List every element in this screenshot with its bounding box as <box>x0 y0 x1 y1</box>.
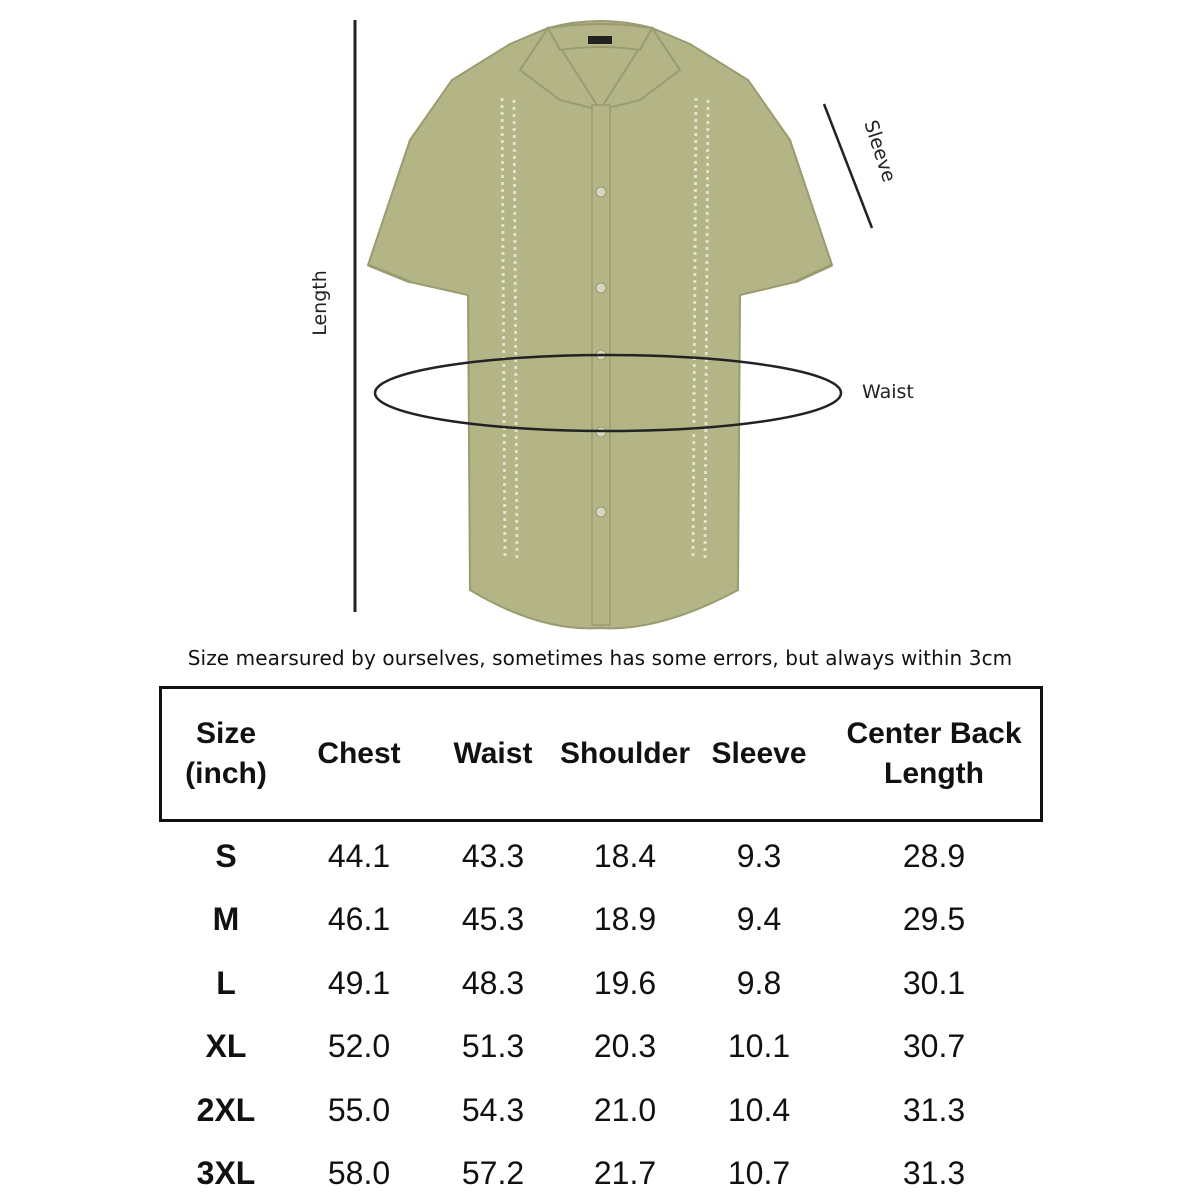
length-label: Length <box>309 270 331 336</box>
header-waist: Waist <box>453 737 533 770</box>
cell-size: 3XL <box>196 1155 256 1191</box>
table-row <box>0 890 1200 950</box>
cell-chest: 55.0 <box>327 1091 391 1128</box>
cell-length: 30.1 <box>902 964 966 1001</box>
cell-chest: 44.1 <box>327 837 391 874</box>
cell-waist: 48.3 <box>461 964 525 1001</box>
cell-shoulder: 18.4 <box>593 837 657 874</box>
cell-waist: 54.3 <box>461 1091 525 1128</box>
cell-sleeve: 9.3 <box>736 837 782 874</box>
header-sleeve: Sleeve <box>711 737 807 770</box>
cell-shoulder: 19.6 <box>593 964 657 1001</box>
cell-chest: 52.0 <box>327 1028 391 1064</box>
waist-label: Waist <box>862 381 914 403</box>
cell-chest: 58.0 <box>327 1155 391 1191</box>
cell-waist: 45.3 <box>461 901 525 937</box>
cell-waist: 43.3 <box>461 837 525 874</box>
shirt-illustration <box>368 21 832 628</box>
cell-sleeve: 9.4 <box>736 901 782 937</box>
cell-sleeve: 10.4 <box>727 1091 791 1128</box>
header-center-back-length: Center Back Length <box>846 717 1022 790</box>
cell-sleeve: 9.8 <box>736 964 782 1001</box>
measurement-note: Size mearsured by ourselves, sometimes has some errors, but always within 3cm <box>187 646 1013 670</box>
cell-size: S <box>215 837 237 874</box>
cell-sleeve: 10.1 <box>727 1028 791 1064</box>
cell-chest: 49.1 <box>327 964 391 1001</box>
table-row <box>0 953 1200 1013</box>
table-row <box>0 1017 1200 1077</box>
cell-size: 2XL <box>196 1091 256 1128</box>
sleeve-label: Sleeve <box>859 117 901 185</box>
cell-length: 28.9 <box>902 837 966 874</box>
cell-waist: 57.2 <box>461 1155 525 1191</box>
cell-shoulder: 21.7 <box>593 1155 657 1191</box>
header-size: Size (inch) <box>185 717 267 790</box>
cell-size: L <box>216 964 236 1001</box>
cell-size: M <box>212 901 240 937</box>
cell-length: 30.7 <box>902 1028 966 1064</box>
table-row <box>0 826 1200 886</box>
cell-shoulder: 20.3 <box>593 1028 657 1064</box>
cell-sleeve: 10.7 <box>727 1155 791 1191</box>
cell-size: XL <box>205 1028 247 1064</box>
cell-chest: 46.1 <box>327 901 391 937</box>
cell-length: 29.5 <box>902 901 966 937</box>
table-row <box>0 1144 1200 1204</box>
cell-length: 31.3 <box>902 1155 966 1191</box>
table-row <box>0 1080 1200 1140</box>
header-chest: Chest <box>317 737 401 770</box>
cell-length: 31.3 <box>902 1091 966 1128</box>
cell-shoulder: 18.9 <box>593 901 657 937</box>
cell-waist: 51.3 <box>461 1028 525 1064</box>
header-shoulder: Shoulder <box>559 737 690 770</box>
cell-shoulder: 21.0 <box>593 1091 657 1128</box>
